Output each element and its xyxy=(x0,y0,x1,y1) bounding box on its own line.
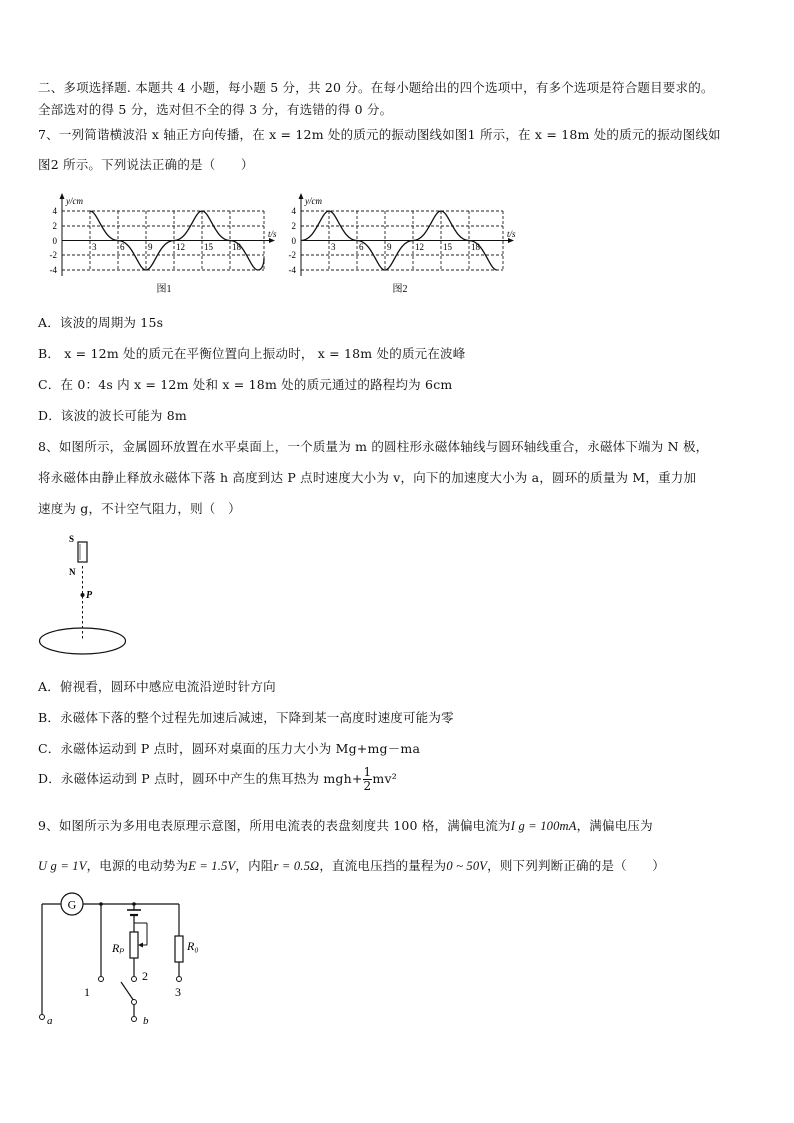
fig2-xtick-6: 6 xyxy=(359,242,364,252)
q9-stem2-b: ，内阻 xyxy=(235,858,274,873)
fig1-caption: 图1 xyxy=(156,284,172,295)
q7-option-b: B． x = 12m 处的质元在平衡位置向上振动时， x = 18m 处的质元在波峰 xyxy=(38,346,466,361)
q7-stem-line1: 7、一列简谐横波沿 x 轴正方向传播，在 x = 12m 处的质元的振动图线如图1 所示，在 x = 18m 处的质元的振动图线如 xyxy=(38,127,721,142)
fig2-caption: 图2 xyxy=(392,284,408,295)
terminal-2 xyxy=(132,977,137,982)
fig2-xtick-3: 3 xyxy=(331,242,336,252)
q7-figure-1 xyxy=(44,188,294,300)
fig2-y-arrow xyxy=(299,193,304,199)
fig1-ytick-neg4: -4 xyxy=(49,265,57,275)
terminal-a-label: a xyxy=(47,1015,53,1027)
q8-stem-line2: 将永磁体由静止释放永磁体下落 h 高度到达 P 点时速度大小为 v，向下的加速度大小为 a，圆环的质量为 M，重力加 xyxy=(38,470,697,485)
fig2-xtick-18: 18 xyxy=(471,242,480,252)
fig2-ytick-neg2: -2 xyxy=(288,250,296,260)
terminal-a xyxy=(40,1015,45,1020)
q8-option-d-fraction xyxy=(363,766,373,793)
q7-option-a: A．该波的周期为 15s xyxy=(38,315,164,330)
fig1-ytick-0: 0 xyxy=(52,236,57,246)
q9-stem1-a: 9、如图所示为多用电表原理示意图，所用电流表的表盘刻度共 100 格，满偏电流为 xyxy=(38,818,511,833)
frac-num: 1 xyxy=(363,765,372,779)
fig1-ytick-neg2: -2 xyxy=(49,250,57,260)
r0-label: R₀ xyxy=(187,939,199,953)
q9-ig: I g = 100mA xyxy=(510,819,577,833)
rheostat-rp xyxy=(130,932,138,958)
fig1-y-arrow xyxy=(60,193,65,199)
terminal-3 xyxy=(177,977,182,982)
fig2-xtick-12: 12 xyxy=(415,242,424,252)
magnet-s-label: S xyxy=(69,534,75,544)
fig1-ytick-2: 2 xyxy=(52,221,57,231)
q7-option-c: C．在 0：4s 内 x = 12m 处和 x = 18m 处的质元通过的路程均为 6cm xyxy=(38,377,453,392)
fig1-y-label: y/cm xyxy=(66,196,83,206)
fig1-x-label: t/s xyxy=(268,229,277,239)
fig2-x-label: t/s xyxy=(507,229,516,239)
point-p-label: P xyxy=(86,590,93,601)
rheostat-slider-arrow xyxy=(138,943,143,948)
terminal-1 xyxy=(99,977,104,982)
q8-option-d-prefix: D．永磁体运动到 P 点时，圆环中产生的焦耳热为 mgh+ xyxy=(38,771,363,786)
q9-stem-line1 xyxy=(38,816,653,834)
q8-stem-line1: 8、如图所示，金属圆环放置在水平桌面上，一个质量为 m 的圆柱形永磁体轴线与圆环轴线重合，永磁体下端为 N 极， xyxy=(38,439,709,454)
fig1-xtick-12: 12 xyxy=(176,242,185,252)
fig2-ytick-neg4: -4 xyxy=(288,265,296,275)
q9-stem1-b: ，满偏电压为 xyxy=(576,818,653,833)
magnet-n-label: N xyxy=(69,567,76,577)
q9-r: r = 0.5Ω xyxy=(273,859,320,873)
q9-range: 0 ~ 50V xyxy=(446,859,488,873)
resistor-r0 xyxy=(175,936,183,962)
terminal-3-label: 3 xyxy=(175,985,181,999)
q8-stem-line3: 速度为 g，不计空气阻力，则（ ） xyxy=(38,501,241,516)
point-p xyxy=(81,593,85,597)
q8-option-a: A．俯视看，圆环中感应电流沿逆时针方向 xyxy=(38,679,276,694)
rp-label: Rₚ xyxy=(112,941,125,955)
fig1-xtick-3: 3 xyxy=(92,242,97,252)
fig2-ytick-0: 0 xyxy=(291,236,296,246)
q8-option-d xyxy=(38,766,397,793)
q8-option-b: B．永磁体下落的整个过程先加速后减速，下降到某一高度时速度可能为零 xyxy=(38,710,454,725)
terminal-b-label: b xyxy=(143,1015,149,1027)
q9-stem2-c: ，直流电压挡的量程为 xyxy=(319,858,447,873)
terminal-2-label: 2 xyxy=(142,969,148,983)
terminal-1-label: 1 xyxy=(84,985,90,999)
galvanometer-label: G xyxy=(67,897,77,912)
q9-stem-line2 xyxy=(38,856,665,874)
section-header-line1: 二、多项选择题. 本题共 4 小题，每小题 5 分，共 20 分。在每小题给出的四个选项中，有多个选项是符合题目要求的。 xyxy=(38,80,714,95)
terminal-b xyxy=(132,1017,137,1022)
fig2-xtick-15: 15 xyxy=(443,242,452,252)
q9-circuit-figure xyxy=(34,888,204,1028)
selector-switch xyxy=(121,982,134,1001)
q9-ug: U g = 1V xyxy=(38,859,87,873)
fig1-ytick-4: 4 xyxy=(52,206,57,216)
q7-option-d: D．该波的波长可能为 8m xyxy=(38,408,187,423)
magnet xyxy=(78,542,87,562)
fig1-xtick-6: 6 xyxy=(120,242,125,252)
q9-stem2-a: ，电源的电动势为 xyxy=(86,858,189,873)
q9-e: E = 1.5V xyxy=(188,859,236,873)
q8-figure xyxy=(36,528,136,664)
fig2-ytick-4: 4 xyxy=(291,206,296,216)
q8-option-d-suffix: mv² xyxy=(372,771,397,786)
fig1-xtick-18: 18 xyxy=(232,242,241,252)
fig2-xtick-9: 9 xyxy=(387,242,392,252)
q7-stem-line2: 图2 所示。下列说法正确的是（ ） xyxy=(38,157,254,172)
fig1-xtick-15: 15 xyxy=(204,242,213,252)
fig1-xtick-9: 9 xyxy=(148,242,153,252)
fig2-ytick-2: 2 xyxy=(291,221,296,231)
fig2-y-label: y/cm xyxy=(305,196,322,206)
frac-den: 2 xyxy=(363,779,372,793)
q8-option-c: C．永磁体运动到 P 点时，圆环对桌面的压力大小为 Mg+mg－ma xyxy=(38,741,421,756)
q9-stem2-d: ，则下列判断正确的是（ ） xyxy=(487,858,665,873)
section-header-line2: 全部选对的得 5 分，选对但不全的得 3 分，有选错的得 0 分。 xyxy=(38,102,393,117)
q7-figure-2 xyxy=(283,188,533,300)
